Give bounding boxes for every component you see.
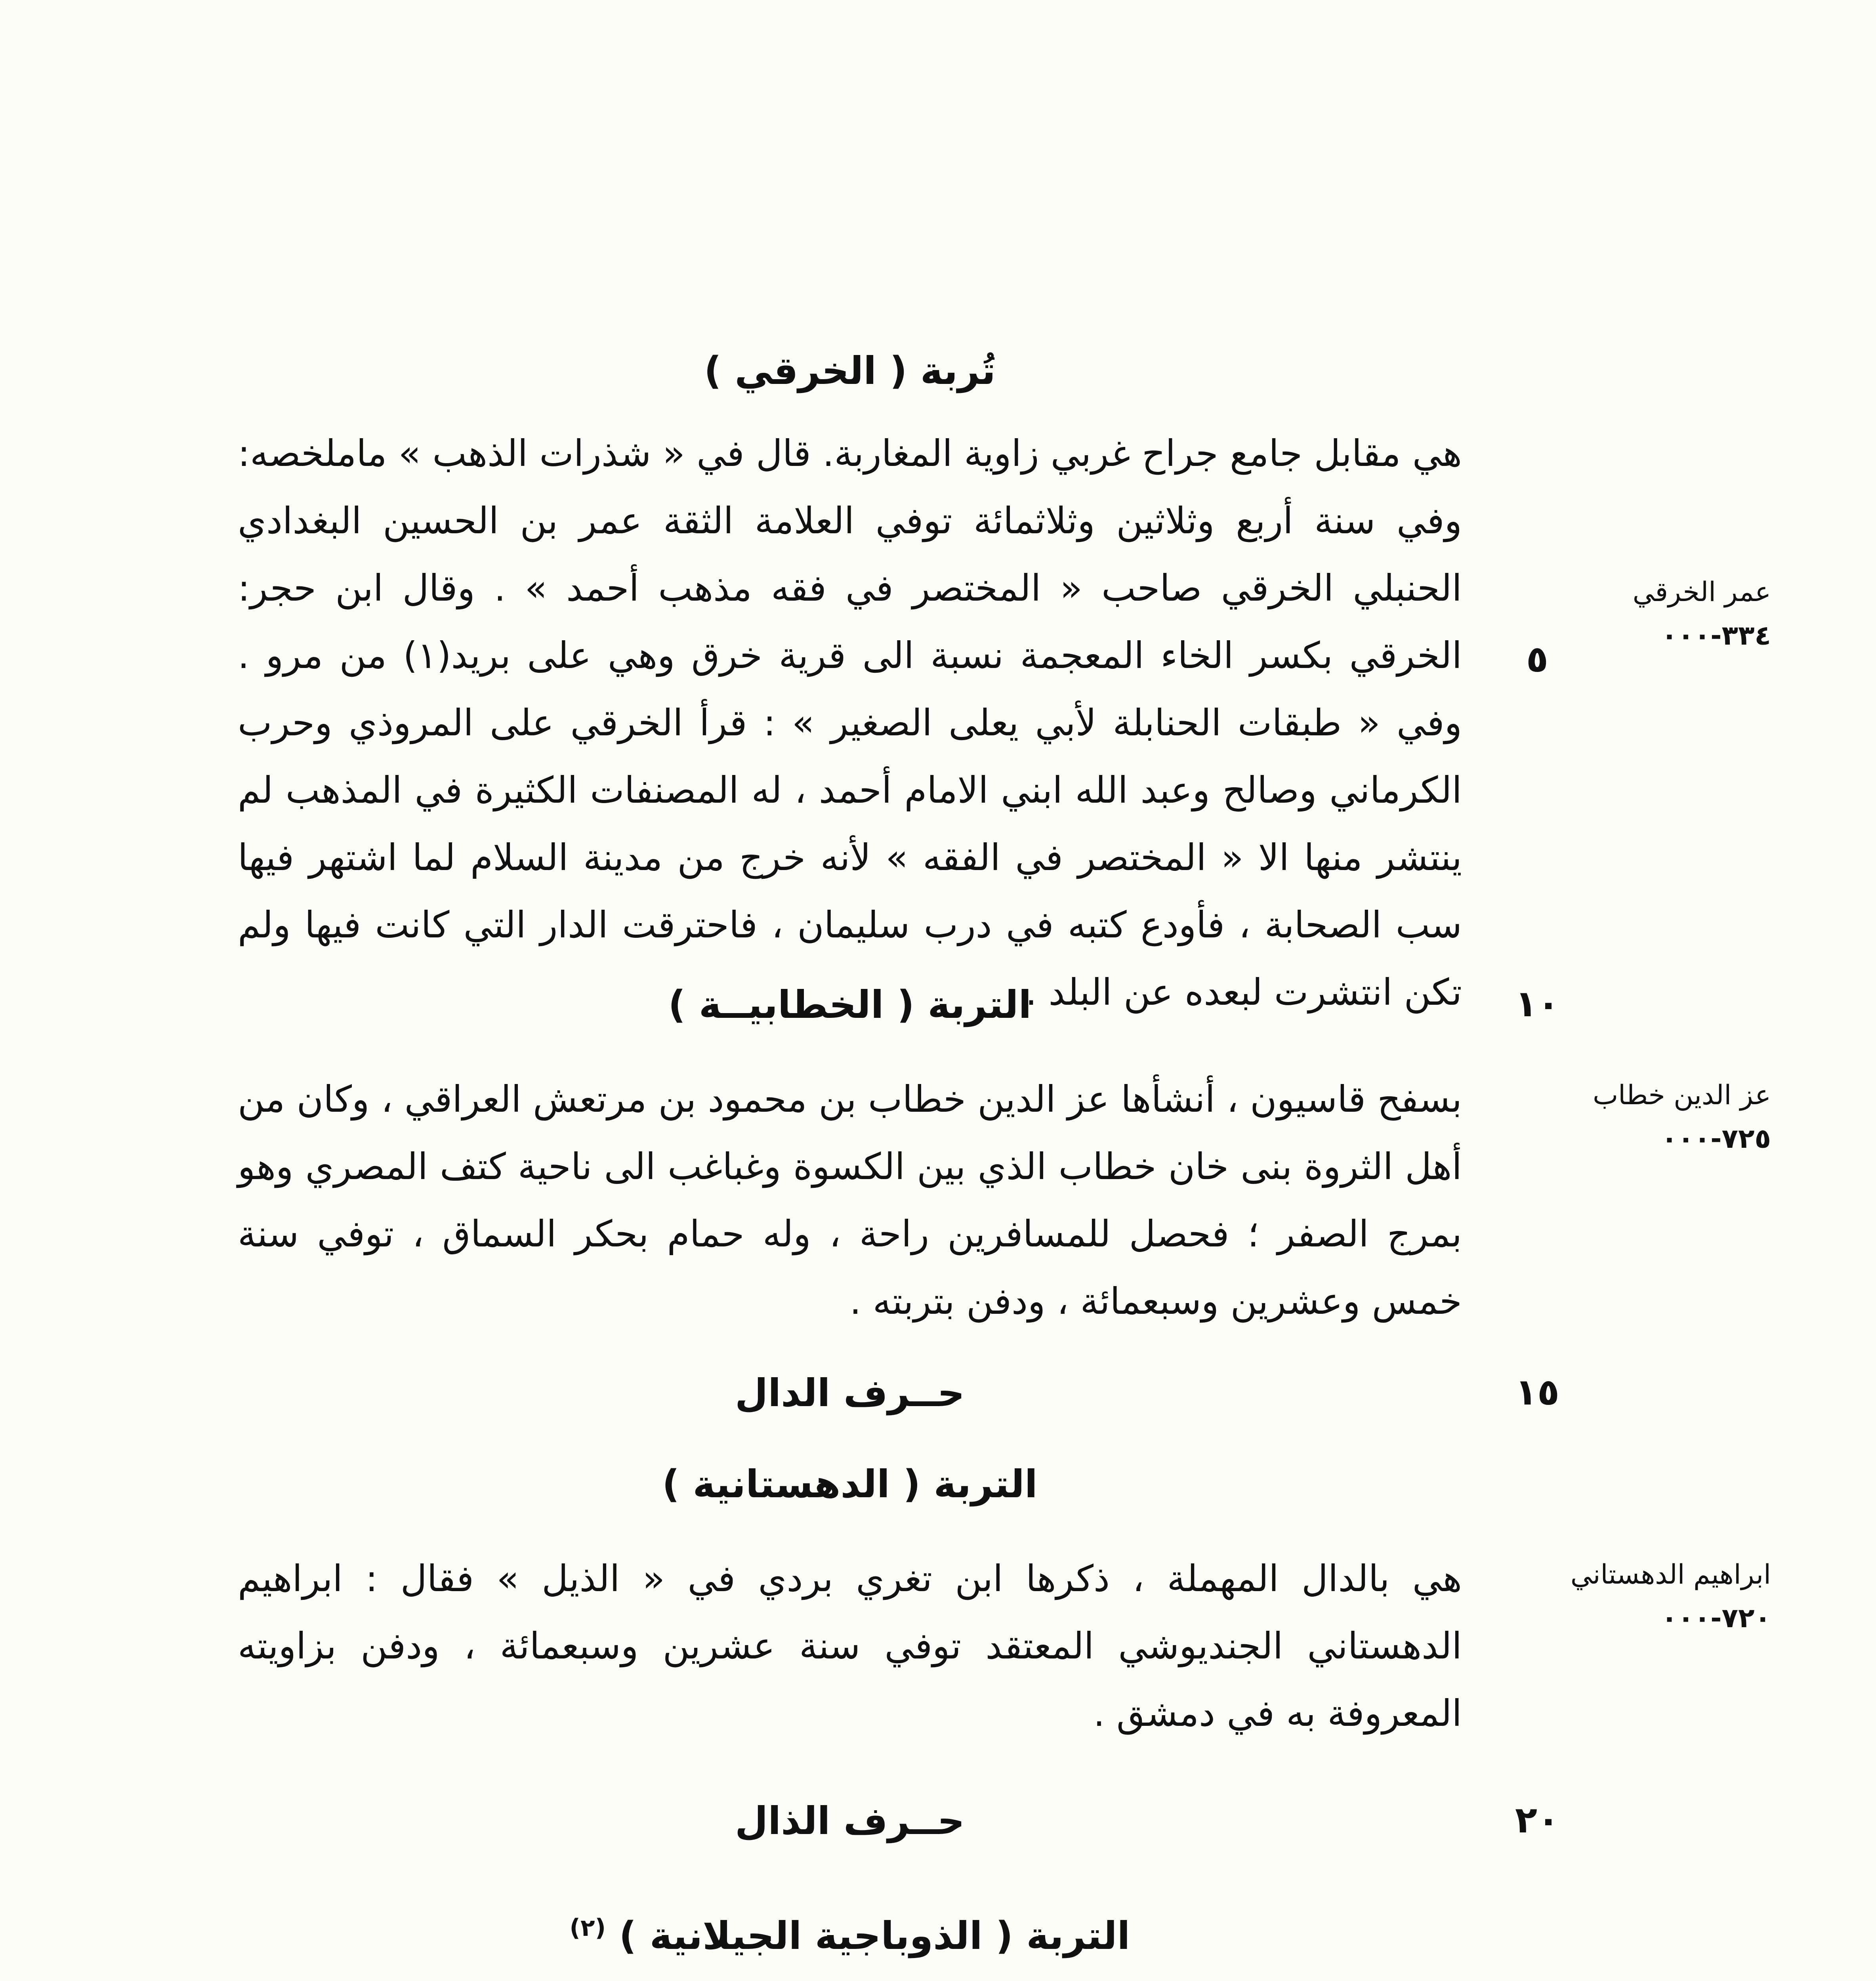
line-number-15: ١٥ — [1515, 1371, 1560, 1413]
margin-note-dates: ٧٢٥-٠٠٠ — [1661, 1123, 1771, 1155]
section-text-khattabiya: بسفح قاسيون ، أنشأها عز الدين خطاب بن محمود بن مرتعش العراقي ، وكان من أهل الثروة بنى خان خطاب الذي بين الكسوة وغباغب الى ناحية كتف المصري وهو بمرج الصفر ؛ فحصل للمسافرين راحة ، وله حمام بحكر السماق ، توفي سنة خمس وعشرين وسبعمائة ، ودفن بتربته . — [238, 1078, 1462, 1323]
margin-note-omar-kharqi — [1565, 571, 1771, 658]
letter-heading-dal: حــرف الدال — [735, 1371, 965, 1415]
section-text-kharqi: هي مقابل جامع جراح غربي زاوية المغاربة. قال في « شذرات الذهب » ماملخصه: وفي سنة أربع وثلاثين وثلاثمائة توفي العلامة الثقة عمر بن الحسين البغدادي الحنبلي الخرقي صاحب « المختصر في فقه مذهب أحمد » . وقال ابن حجر: الخرقي بكسر الخاء المعجمة نسبة الى قرية خرق وهي على بريد(١) من مرو . وفي « طبقات الحنابلة لأبي يعلى الصغير » : قرأ الخرقي على المروذي وحرب الكرماني وصالح وعبد الله ابني الامام أحمد ، له المصنفات الكثيرة في المذهب لم ينتشر منها الا « المختصر في الفقه » لأنه خرج من مدينة السلام لما اشتهر فيها سب الصحابة ، فأودع كتبه في درب سليمان ، فاحترقت الدار التي كانت فيها ولم تكن انتشرت لبعده عن البلد . — [238, 432, 1462, 1013]
line-number-20: ٢٠ — [1515, 1799, 1560, 1841]
letter-heading-dhal: حــرف الذال — [735, 1799, 965, 1843]
margin-note-izz-khattab — [1565, 1074, 1771, 1161]
margin-note-name: عمر الخرقي — [1632, 576, 1771, 608]
section-heading-dhawbajiya — [238, 1914, 1462, 1958]
margin-note-dates: ٣٣٤-٠٠٠ — [1661, 620, 1771, 651]
margin-note-name: عز الدين خطاب — [1593, 1080, 1771, 1111]
section-text-dahistaniya: هي بالدال المهملة ، ذكرها ابن تغري بردي في « الذيل » فقال : ابراهيم الدهستاني الجنديوشي المعتقد توفي سنة عشرين وسبعمائة ، ودفن بزاويته المعروفة به في دمشق . — [238, 1557, 1462, 1735]
line-number-10: ١٠ — [1515, 983, 1560, 1025]
section-heading-dahistaniya: التربة ( الدهستانية ) — [662, 1462, 1038, 1506]
footnote-marker: (٢) — [569, 1914, 606, 1942]
margin-note-dates: ٧٢٠-٠٠٠ — [1661, 1603, 1771, 1634]
line-number-5: ٥ — [1526, 638, 1549, 680]
section-heading-khattabiya: التربة ( الخطابيــة ) — [668, 983, 1032, 1027]
margin-note-ibrahim-dahistani — [1565, 1553, 1771, 1640]
margin-note-name: ابراهيم الدهستاني — [1570, 1559, 1771, 1590]
section-heading-kharqi: تُربة ( الخرقي ) — [704, 349, 996, 393]
section-heading-text: التربة ( الذوباجية الجيلانية ) — [619, 1914, 1130, 1958]
